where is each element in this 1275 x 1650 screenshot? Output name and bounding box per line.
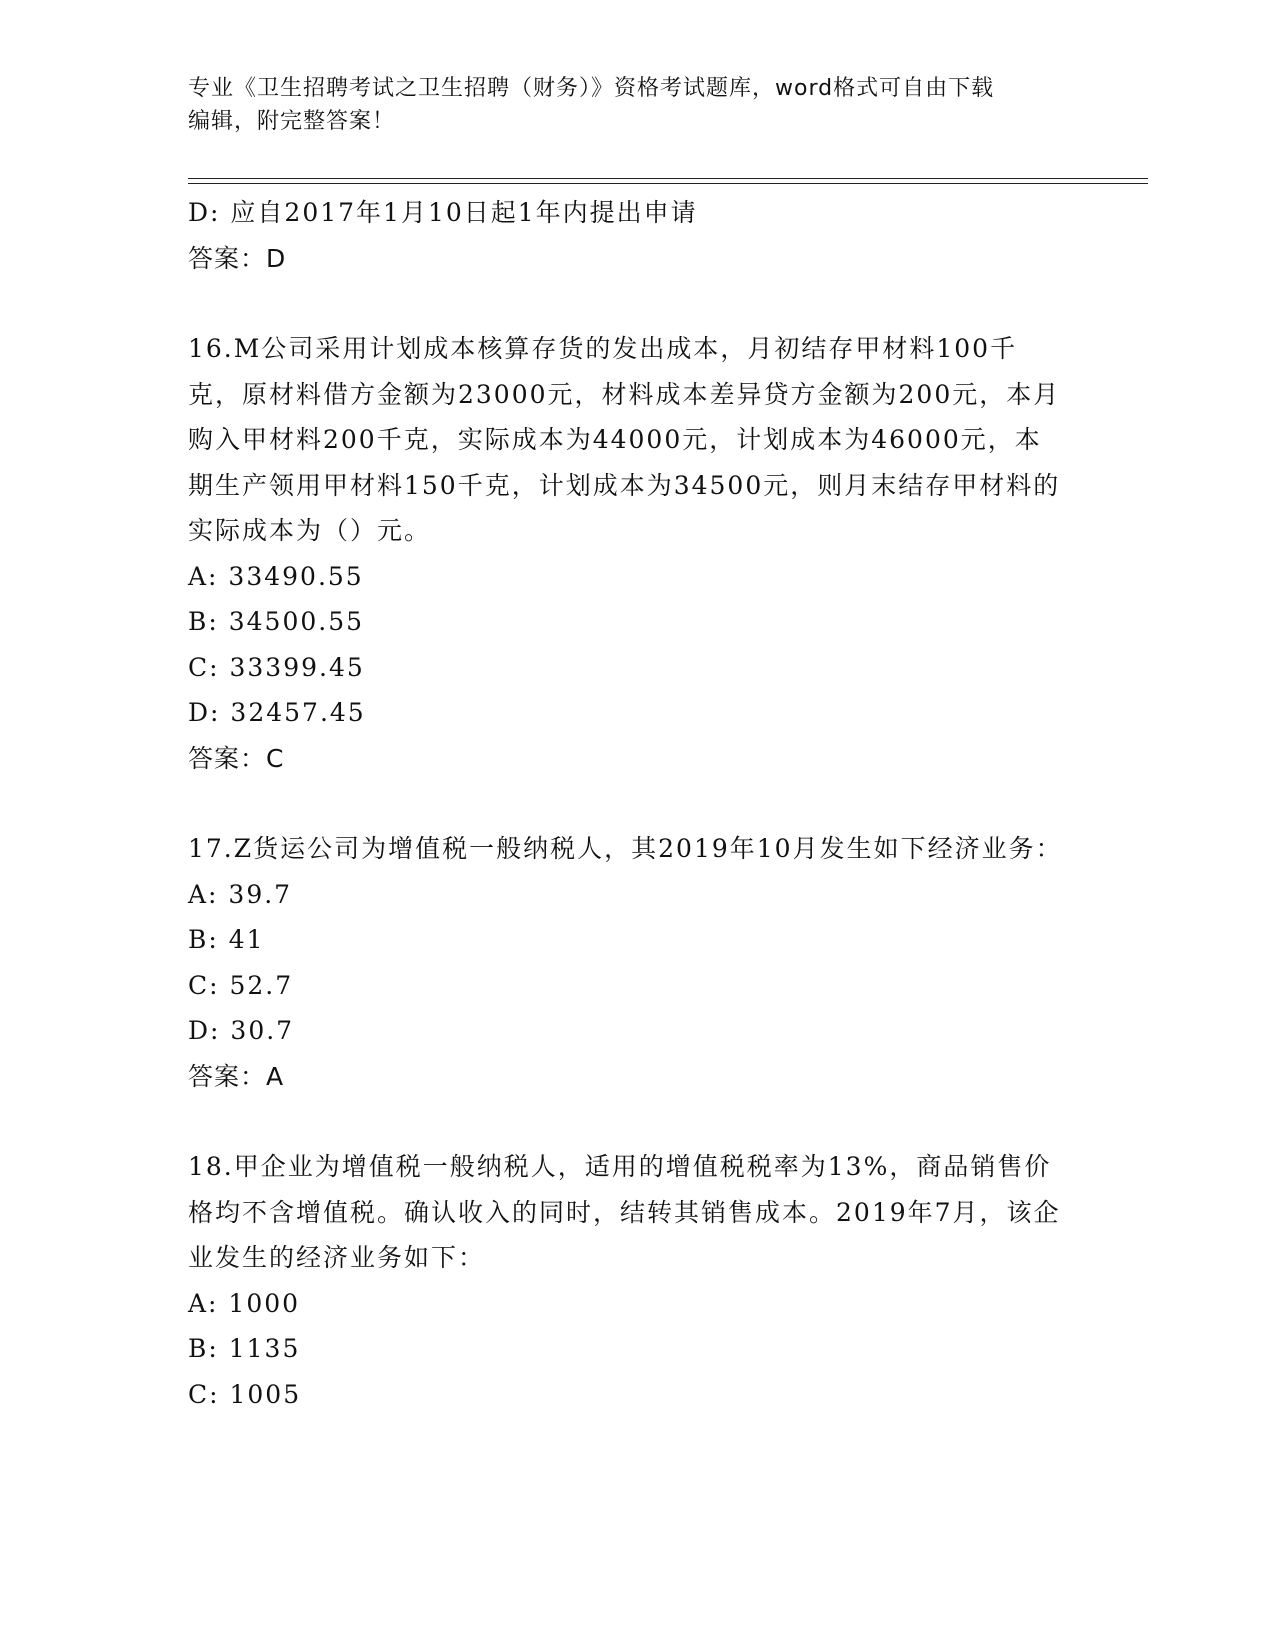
document-header — [188, 72, 1088, 138]
option-c: C: 52.7 — [188, 970, 294, 1000]
question-17 — [188, 826, 1068, 1099]
question-18 — [188, 1144, 1068, 1417]
option-d: D: 32457.45 — [188, 698, 366, 727]
question-content — [188, 190, 1068, 1417]
option-c: C: 1005 — [188, 1379, 302, 1409]
header-line-2: 编辑，附完整答案！ — [188, 109, 396, 134]
option-d: D: 应自2017年1月10日起1年内提出申请 — [188, 198, 698, 227]
answer: 答案：D — [188, 243, 287, 273]
answer: 答案：C — [188, 743, 285, 773]
option-b: B: 41 — [188, 925, 265, 954]
option-b: B: 34500.55 — [188, 607, 365, 636]
option-a: A: 1000 — [188, 1288, 301, 1318]
header-divider — [188, 178, 1148, 179]
option-a: A: 39.7 — [188, 879, 293, 909]
header-divider-double — [188, 183, 1148, 184]
option-a: A: 33490.55 — [188, 561, 364, 591]
answer: 答案：A — [188, 1061, 285, 1091]
question-stem: 16.M公司采用计划成本核算存货的发出成本，月初结存甲材料100千克，原材料借方金额为23000元，材料成本差异贷方金额为200元，本月购入甲材料200千克，实际成本为44000元，计划成本为46000元，本期生产领用甲材料150千克，计划成本为34500元，则月末结存甲材料的实际成本为（）元。 — [188, 334, 1061, 545]
question-stem: 17.Z货运公司为增值税一般纳税人，其2019年10月发生如下经济业务： — [188, 834, 1063, 863]
question-16 — [188, 326, 1068, 781]
option-b: B: 1135 — [188, 1334, 301, 1363]
option-c: C: 33399.45 — [188, 652, 365, 682]
question-stem: 18.甲企业为增值税一般纳税人，适用的增值税税率为13%，商品销售价格均不含增值税。确认收入的同时，结转其销售成本。2019年7月，该企业发生的经济业务如下： — [188, 1152, 1061, 1272]
header-line-1: 专业《卫生招聘考试之卫生招聘（财务）》资格考试题库，word格式可自由下载 — [188, 76, 995, 101]
option-d: D: 30.7 — [188, 1016, 295, 1045]
